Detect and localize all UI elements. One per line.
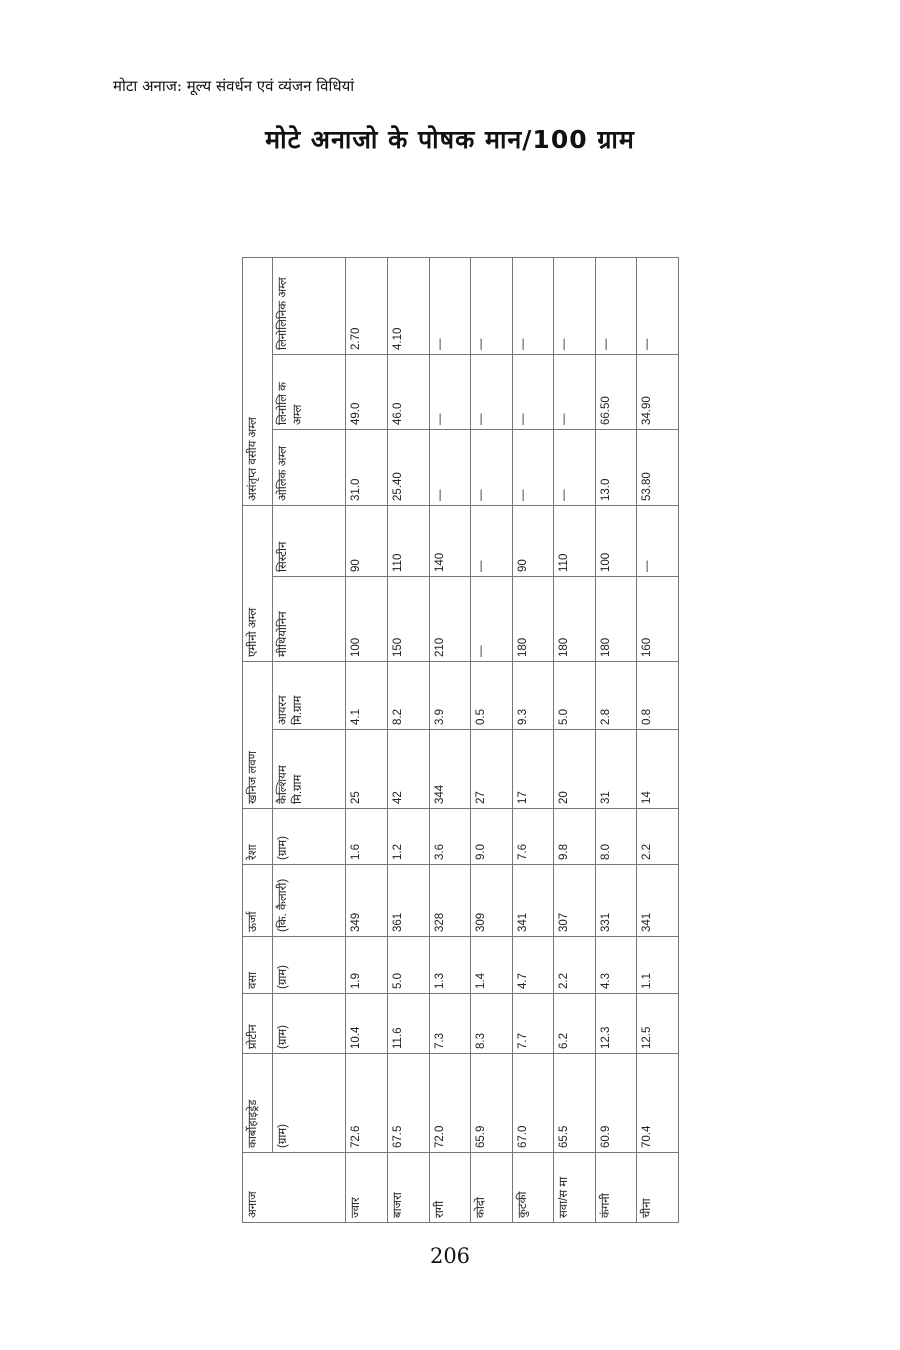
table-cell: 1.1 [637,937,679,994]
table-cell: 2.8 [595,661,637,729]
table-cell: — [471,429,513,505]
table-cell: 72.0 [429,1054,471,1153]
subheader-fiber-unit: (ग्राम) [273,809,346,865]
table-cell: 65.9 [471,1054,513,1153]
table-cell: 12.3 [595,994,637,1054]
subheader-carbohydrate-unit: (ग्राम) [273,1054,346,1153]
table-cell: 11.6 [387,994,429,1054]
subheader-linoleic-acid: लिनोलि क अम्ल [273,354,346,429]
table-row [512,257,554,1222]
table-cell: 70.4 [637,1054,679,1153]
table-row [346,257,388,1222]
table-body [346,257,679,1222]
table-cell: 31 [595,730,637,809]
table-cell: 2.2 [637,809,679,865]
header-carbohydrate: कार्बोहाइड्रेड [243,1054,273,1153]
table-cell: 2.2 [554,937,596,994]
nutrition-table-container [242,258,679,1223]
table-cell: 14 [637,730,679,809]
table-cell: 12.5 [637,994,679,1054]
table-cell: 46.0 [387,354,429,429]
table-row [554,257,596,1222]
table-cell: — [512,354,554,429]
table-cell: 341 [512,865,554,937]
table-cell: 10.4 [346,994,388,1054]
table-group-header-row [243,257,273,1222]
table-cell: 8.2 [387,661,429,729]
table-cell: 331 [595,865,637,937]
table-cell: — [471,354,513,429]
subheader-fat-unit: (ग्राम) [273,937,346,994]
table-cell: — [554,354,596,429]
table-cell: — [471,576,513,661]
header-fatty-acids: असंतृप्त वसीय अम्ल [243,257,273,505]
header-amino-acids: एमीनो अम्ल [243,505,273,661]
table-cell: 349 [346,865,388,937]
grain-name-cell: बाजरा [387,1153,429,1223]
table-cell: — [554,429,596,505]
table-cell: 65.5 [554,1054,596,1153]
table-cell: 210 [429,576,471,661]
table-cell: 1.9 [346,937,388,994]
subheader-oleic-acid: ओलिक अम्ल [273,429,346,505]
table-row [595,257,637,1222]
header-protein: प्रोटीन [243,994,273,1054]
table-cell: 9.3 [512,661,554,729]
table-cell: — [471,505,513,576]
table-cell: 27 [471,730,513,809]
table-cell: 53.80 [637,429,679,505]
table-cell: 0.5 [471,661,513,729]
table-cell: 31.0 [346,429,388,505]
table-cell: 7.6 [512,809,554,865]
running-header: मोटा अनाज: मूल्य संवर्धन एवं व्यंजन विधियां [113,77,355,95]
page-title: मोटे अनाजो के पोषक मान/100 ग्राम [265,125,635,154]
table-cell: 20 [554,730,596,809]
table-cell: 150 [387,576,429,661]
header-minerals: खनिज लवण [243,661,273,808]
subheader-methionine: मीथियोनिन [273,576,346,661]
table-cell: 25.40 [387,429,429,505]
table-cell: 66.50 [595,354,637,429]
grain-name-cell: सवा/स मा [554,1153,596,1223]
table-cell: 8.0 [595,809,637,865]
table-cell: 180 [512,576,554,661]
grain-name-cell: ज्वार [346,1153,388,1223]
table-cell: — [429,257,471,354]
table-row [387,257,429,1222]
table-cell: 17 [512,730,554,809]
table-cell: — [429,429,471,505]
table-cell: 341 [637,865,679,937]
table-cell: 1.6 [346,809,388,865]
table-cell: 5.0 [387,937,429,994]
grain-name-cell: कोदो [471,1153,513,1223]
table-cell: — [429,354,471,429]
table-cell: 60.9 [595,1054,637,1153]
table-cell: 7.3 [429,994,471,1054]
table-cell: 3.9 [429,661,471,729]
table-cell: 4.7 [512,937,554,994]
table-cell: 4.3 [595,937,637,994]
table-cell: — [554,257,596,354]
header-fiber: रेशा [243,809,273,865]
subheader-iron: आयरन मि.ग्राम [273,661,346,729]
table-row [429,257,471,1222]
header-grain: अनाज [243,1153,346,1223]
table-cell: 6.2 [554,994,596,1054]
table-cell: 67.0 [512,1054,554,1153]
grain-name-cell: कंगनी [595,1153,637,1223]
table-sub-header-row [273,257,346,1222]
table-cell: 140 [429,505,471,576]
table-cell: 110 [387,505,429,576]
table-cell: — [595,257,637,354]
table-cell: 25 [346,730,388,809]
table-cell: 160 [637,576,679,661]
table-cell: 90 [346,505,388,576]
table-cell: 328 [429,865,471,937]
table-cell: — [637,505,679,576]
table-cell: — [471,257,513,354]
table-cell: 8.3 [471,994,513,1054]
table-cell: 34.90 [637,354,679,429]
table-cell: 100 [346,576,388,661]
table-row [471,257,513,1222]
table-cell: 90 [512,505,554,576]
table-cell: 1.4 [471,937,513,994]
table-cell: 344 [429,730,471,809]
grain-name-cell: कुटकी [512,1153,554,1223]
subheader-cystine: सिस्टीन [273,505,346,576]
grain-name-cell: चीना [637,1153,679,1223]
table-cell: 1.2 [387,809,429,865]
table-cell: 7.7 [512,994,554,1054]
table-cell: 100 [595,505,637,576]
table-cell: 361 [387,865,429,937]
table-cell: 13.0 [595,429,637,505]
table-cell: 9.0 [471,809,513,865]
table-cell: 4.10 [387,257,429,354]
subheader-calcium: कैल्शियम मि.ग्राम [273,730,346,809]
table-cell: 4.1 [346,661,388,729]
table-cell: 9.8 [554,809,596,865]
table-row [637,257,679,1222]
nutrition-table [242,257,679,1223]
table-cell: 67.5 [387,1054,429,1153]
table-cell: — [512,257,554,354]
grain-name-cell: रागी [429,1153,471,1223]
subheader-energy-unit: (कि. कैलारी) [273,865,346,937]
table-cell: 49.0 [346,354,388,429]
table-cell: 3.6 [429,809,471,865]
header-fat: वसा [243,937,273,994]
table-cell: 307 [554,865,596,937]
table-cell: 180 [595,576,637,661]
table-cell: 1.3 [429,937,471,994]
page-number: 206 [429,1244,471,1268]
table-cell: — [512,429,554,505]
table-cell: 2.70 [346,257,388,354]
table-cell: 180 [554,576,596,661]
table-cell: 0.8 [637,661,679,729]
table-cell: 309 [471,865,513,937]
table-cell: — [637,257,679,354]
subheader-protein-unit: (ग्राम) [273,994,346,1054]
table-cell: 72.6 [346,1054,388,1153]
header-energy: ऊर्जा [243,865,273,937]
subheader-linolenic-acid: लिनोलिनिक अम्ल [273,257,346,354]
table-cell: 110 [554,505,596,576]
table-cell: 42 [387,730,429,809]
table-cell: 5.0 [554,661,596,729]
